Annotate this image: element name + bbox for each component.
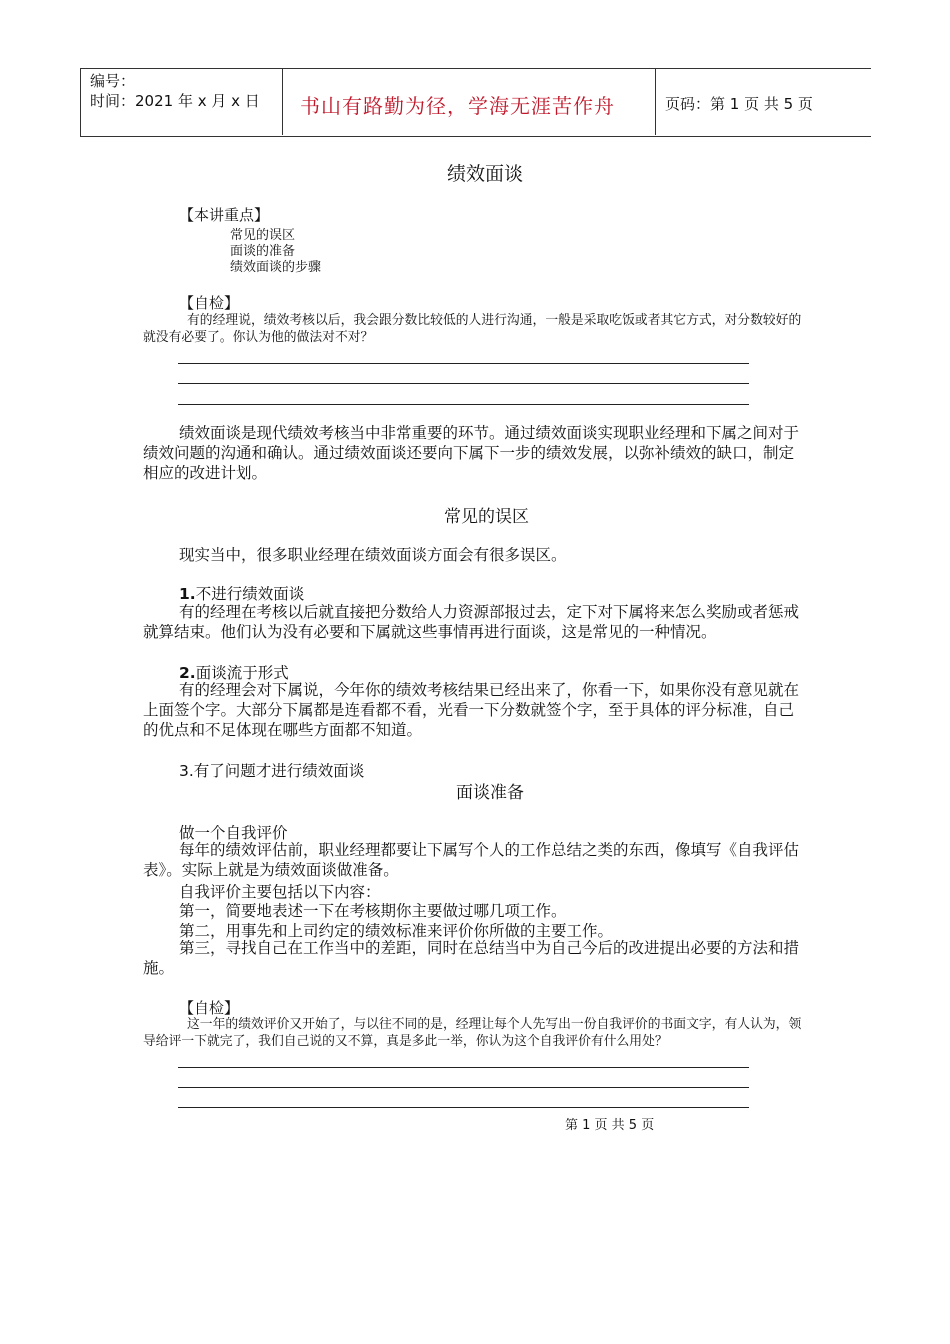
self-check-question: 有的经理说，绩效考核以后，我会跟分数比较低的人进行沟通，一般是采取吃饭或者其它方式，对分数较好的就没有必要了。你认为他的做法对不对？ (143, 313, 802, 345)
self-check-heading: 【自检】 (179, 999, 240, 1017)
answer-line (178, 1067, 749, 1068)
key-point-item: 常见的误区 (230, 228, 296, 243)
section-title: 常见的误区 (444, 507, 529, 527)
key-point-item: 面谈的准备 (230, 244, 296, 259)
item-title: 面谈流于形式 (195, 664, 289, 682)
item-title: 不进行绩效面谈 (195, 585, 305, 603)
item-heading: 3.有了问题才进行绩效面谈 (179, 762, 365, 780)
header-divider (655, 68, 656, 135)
item-paragraph: 有的经理在考核以后就直接把分数给人力资源部报过去，定下对下属将来怎么奖励或者惩戒就算结束。他们认为没有必要和下属就这些事情再进行面谈，这是常见的一种情况。 (143, 603, 800, 641)
self-check-heading: 【自检】 (179, 294, 240, 312)
item-number: 2. (179, 664, 196, 682)
header-divider (282, 68, 283, 135)
prep-paragraph: 第三，寻找自己在工作当中的差距，同时在总结当中为自己今后的改进提出必要的方法和措施。 (143, 939, 800, 977)
item-heading (179, 582, 304, 604)
item-paragraph: 有的经理会对下属说，今年你的绩效考核结果已经出来了，你看一下，如果你没有意见就在上面签个字。大部分下属都是连看都不看，光看一下分数就签个字，至于具体的评分标准，自己的优点和不足体现在哪些方面都不知道。 (143, 681, 800, 739)
section-title: 面谈准备 (456, 783, 524, 803)
key-point-item: 绩效面谈的步骤 (230, 260, 322, 275)
intro-paragraph: 绩效面谈是现代绩效考核当中非常重要的环节。通过绩效面谈实现职业经理和下属之间对于绩效问题的沟通和确认。通过绩效面谈还要向下属下一步的绩效发展，以弥补绩效的缺口，制定相应的改进计划。 (143, 424, 800, 482)
answer-line (178, 383, 749, 384)
header-number-label: 编号： (90, 72, 136, 90)
self-check-question: 这一年的绩效评价又开始了，与以往不同的是，经理让每个人先写出一份自我评价的书面文字，有人认为，领导给评一下就完了，我们自己说的又不算，真是多此一举，你认为这个自我评价有什么用处？ (143, 1017, 802, 1049)
key-points-heading: 【本讲重点】 (179, 206, 270, 224)
item-number: 1. (179, 585, 196, 603)
header-motto: 书山有路勤为径，学海无涯苦作舟 (300, 94, 615, 118)
answer-line (178, 1087, 749, 1088)
section-lead: 现实当中，很多职业经理在绩效面谈方面会有很多误区。 (179, 546, 567, 564)
answer-line (178, 1107, 749, 1108)
page-footer: 第 1 页 共 5 页 (565, 1118, 655, 1133)
prep-paragraph: 第二，用事先和上司约定的绩效标准来评价你所做的主要工作。 (179, 922, 614, 940)
answer-line (178, 363, 749, 364)
page-title: 绩效面谈 (447, 163, 524, 185)
answer-line (178, 404, 749, 405)
prep-paragraph: 自我评价主要包括以下内容： (179, 883, 381, 901)
subsection-title: 做一个自我评价 (179, 824, 288, 842)
header-page-code: 页码：第 1 页 共 5 页 (665, 95, 813, 113)
prep-paragraph: 第一，简要地表述一下在考核期你主要做过哪几项工作。 (179, 902, 567, 920)
prep-paragraph: 每年的绩效评估前，职业经理都要让下属写个人的工作总结之类的东西，像填写《自我评估表》。实际上就是为绩效面谈做准备。 (143, 841, 800, 879)
header-time-label: 时间：2021 年 x 月 x 日 (90, 92, 260, 110)
